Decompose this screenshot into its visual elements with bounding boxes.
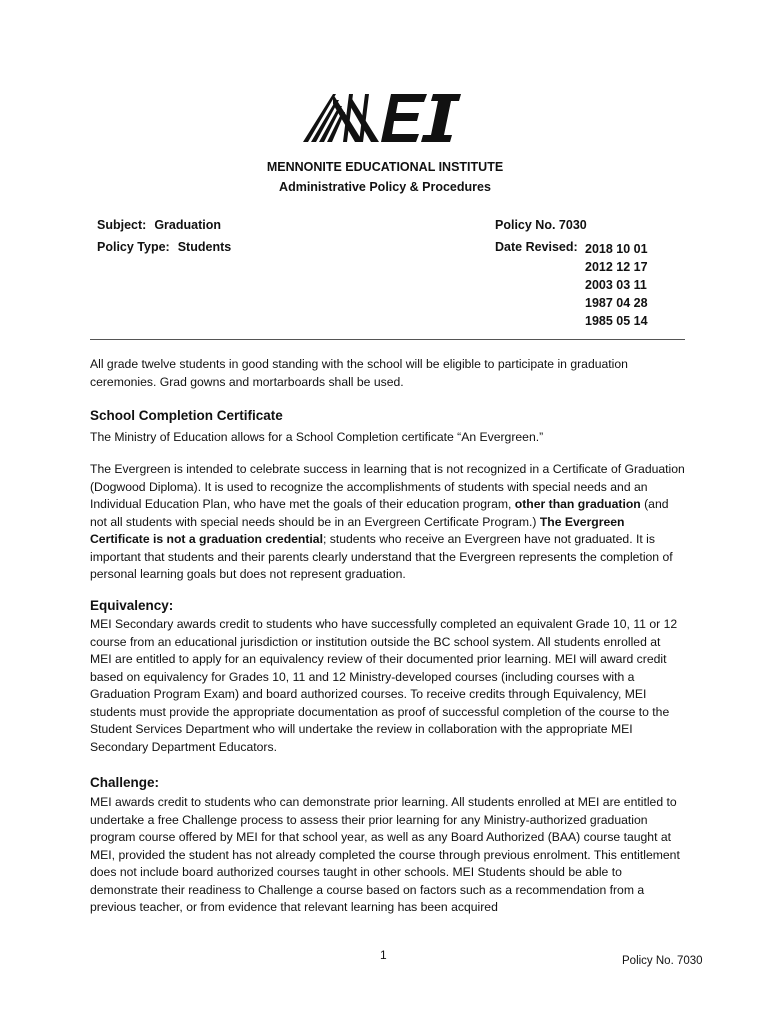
policy-number-label: Policy No. <box>495 218 556 232</box>
revision-date: 1987 04 28 <box>585 296 648 310</box>
scc-emphasis: other than graduation <box>514 497 641 511</box>
scc-paragraph-2 <box>90 461 685 584</box>
revision-dates-list <box>585 240 648 330</box>
equivalency-paragraph: MEI Secondary awards credit to students who have successfully completed an equivalent Grade 10, 11 or 12 course from an educational jurisdiction or institution outside the BC school system. All students enrolled at MEI are entitled to apply for an equivalency review of their documented prior learning. MEI will award credit based on equivalency for Grades 10, 11 and 12 Ministry-developed courses (including courses with a Graduation Program Exam) and board authorized courses. To receive credits through Equivalency, MEI students must provide the appropriate documentation as proof of successful completion of the course to the Student Services Department who will undertake the review in collaboration with the appropriate MEI Secondary Department Educators. <box>90 617 678 754</box>
mei-logo-icon <box>303 92 463 144</box>
date-revised-label: Date Revised: <box>495 240 578 254</box>
header-divider <box>90 339 685 340</box>
page-number: 1 <box>380 948 387 962</box>
revision-date: 1985 05 14 <box>585 314 648 328</box>
scc-text: ; students who receive an Evergreen have not graduated. It is important that students and their parents clearly understand that the Evergreen represents the completion of personal learning goals but does not represent graduation. <box>90 532 673 581</box>
policy-type-value: Students <box>177 240 232 254</box>
scc-text: (and not all students with special needs should be in an Evergreen Certificate Program.) <box>90 497 669 529</box>
revision-date: 2018 10 01 <box>585 242 648 256</box>
revision-date: 2003 03 11 <box>585 278 647 292</box>
scc-heading: School Completion Certificate <box>90 408 283 423</box>
policy-number-value: 7030 <box>558 218 587 232</box>
equivalency-heading: Equivalency: <box>90 598 174 613</box>
footer-policy-number: Policy No. 7030 <box>622 955 703 967</box>
scc-paragraph-1: The Ministry of Education allows for a School Completion certificate “An Evergreen.” <box>90 430 544 444</box>
scc-text: The Evergreen is intended to celebrate success in learning that is not recognized in a Certificate of Graduation (Dogwood Diploma). It is used to recognize the accomplishments of students with special needs and an Individual Education Plan, who have met the goals of their education program, <box>90 462 685 511</box>
policy-type-label: Policy Type: <box>97 240 170 254</box>
subject-value: Graduation <box>154 218 221 232</box>
subject-label: Subject: <box>97 218 147 232</box>
intro-paragraph: All grade twelve students in good standing with the school will be eligible to participate in graduation ceremonies. Grad gowns and mortarboards shall be used. <box>90 357 628 389</box>
challenge-heading: Challenge: <box>90 775 160 790</box>
challenge-paragraph: MEI awards credit to students who can demonstrate prior learning. All students enrolled at MEI are entitled to undertake a free Challenge process to assess their prior learning for any Ministry-authorized graduation program course offered by MEI for that school year, as well as any Board Authorized (BAA) course taught at MEI, provided the student has not already completed the course through previous enrolment. This entitlement does not include board authorized courses taught in other schools. MEI Students should be able to demonstrate their readiness to Challenge a course based on factors such as a recommendation from a previous teacher, or from evidence that relevant learning has been acquired <box>90 795 680 914</box>
document-subtitle: Administrative Policy & Procedures <box>279 180 491 194</box>
revision-date: 2012 12 17 <box>585 260 648 274</box>
policy-type-row <box>97 240 231 254</box>
institute-name: MENNONITE EDUCATIONAL INSTITUTE <box>266 160 504 174</box>
subject-row <box>97 218 221 232</box>
scc-emphasis: The Evergreen Certificate is not a graduation credential <box>90 514 625 546</box>
policy-number-row <box>495 218 587 232</box>
